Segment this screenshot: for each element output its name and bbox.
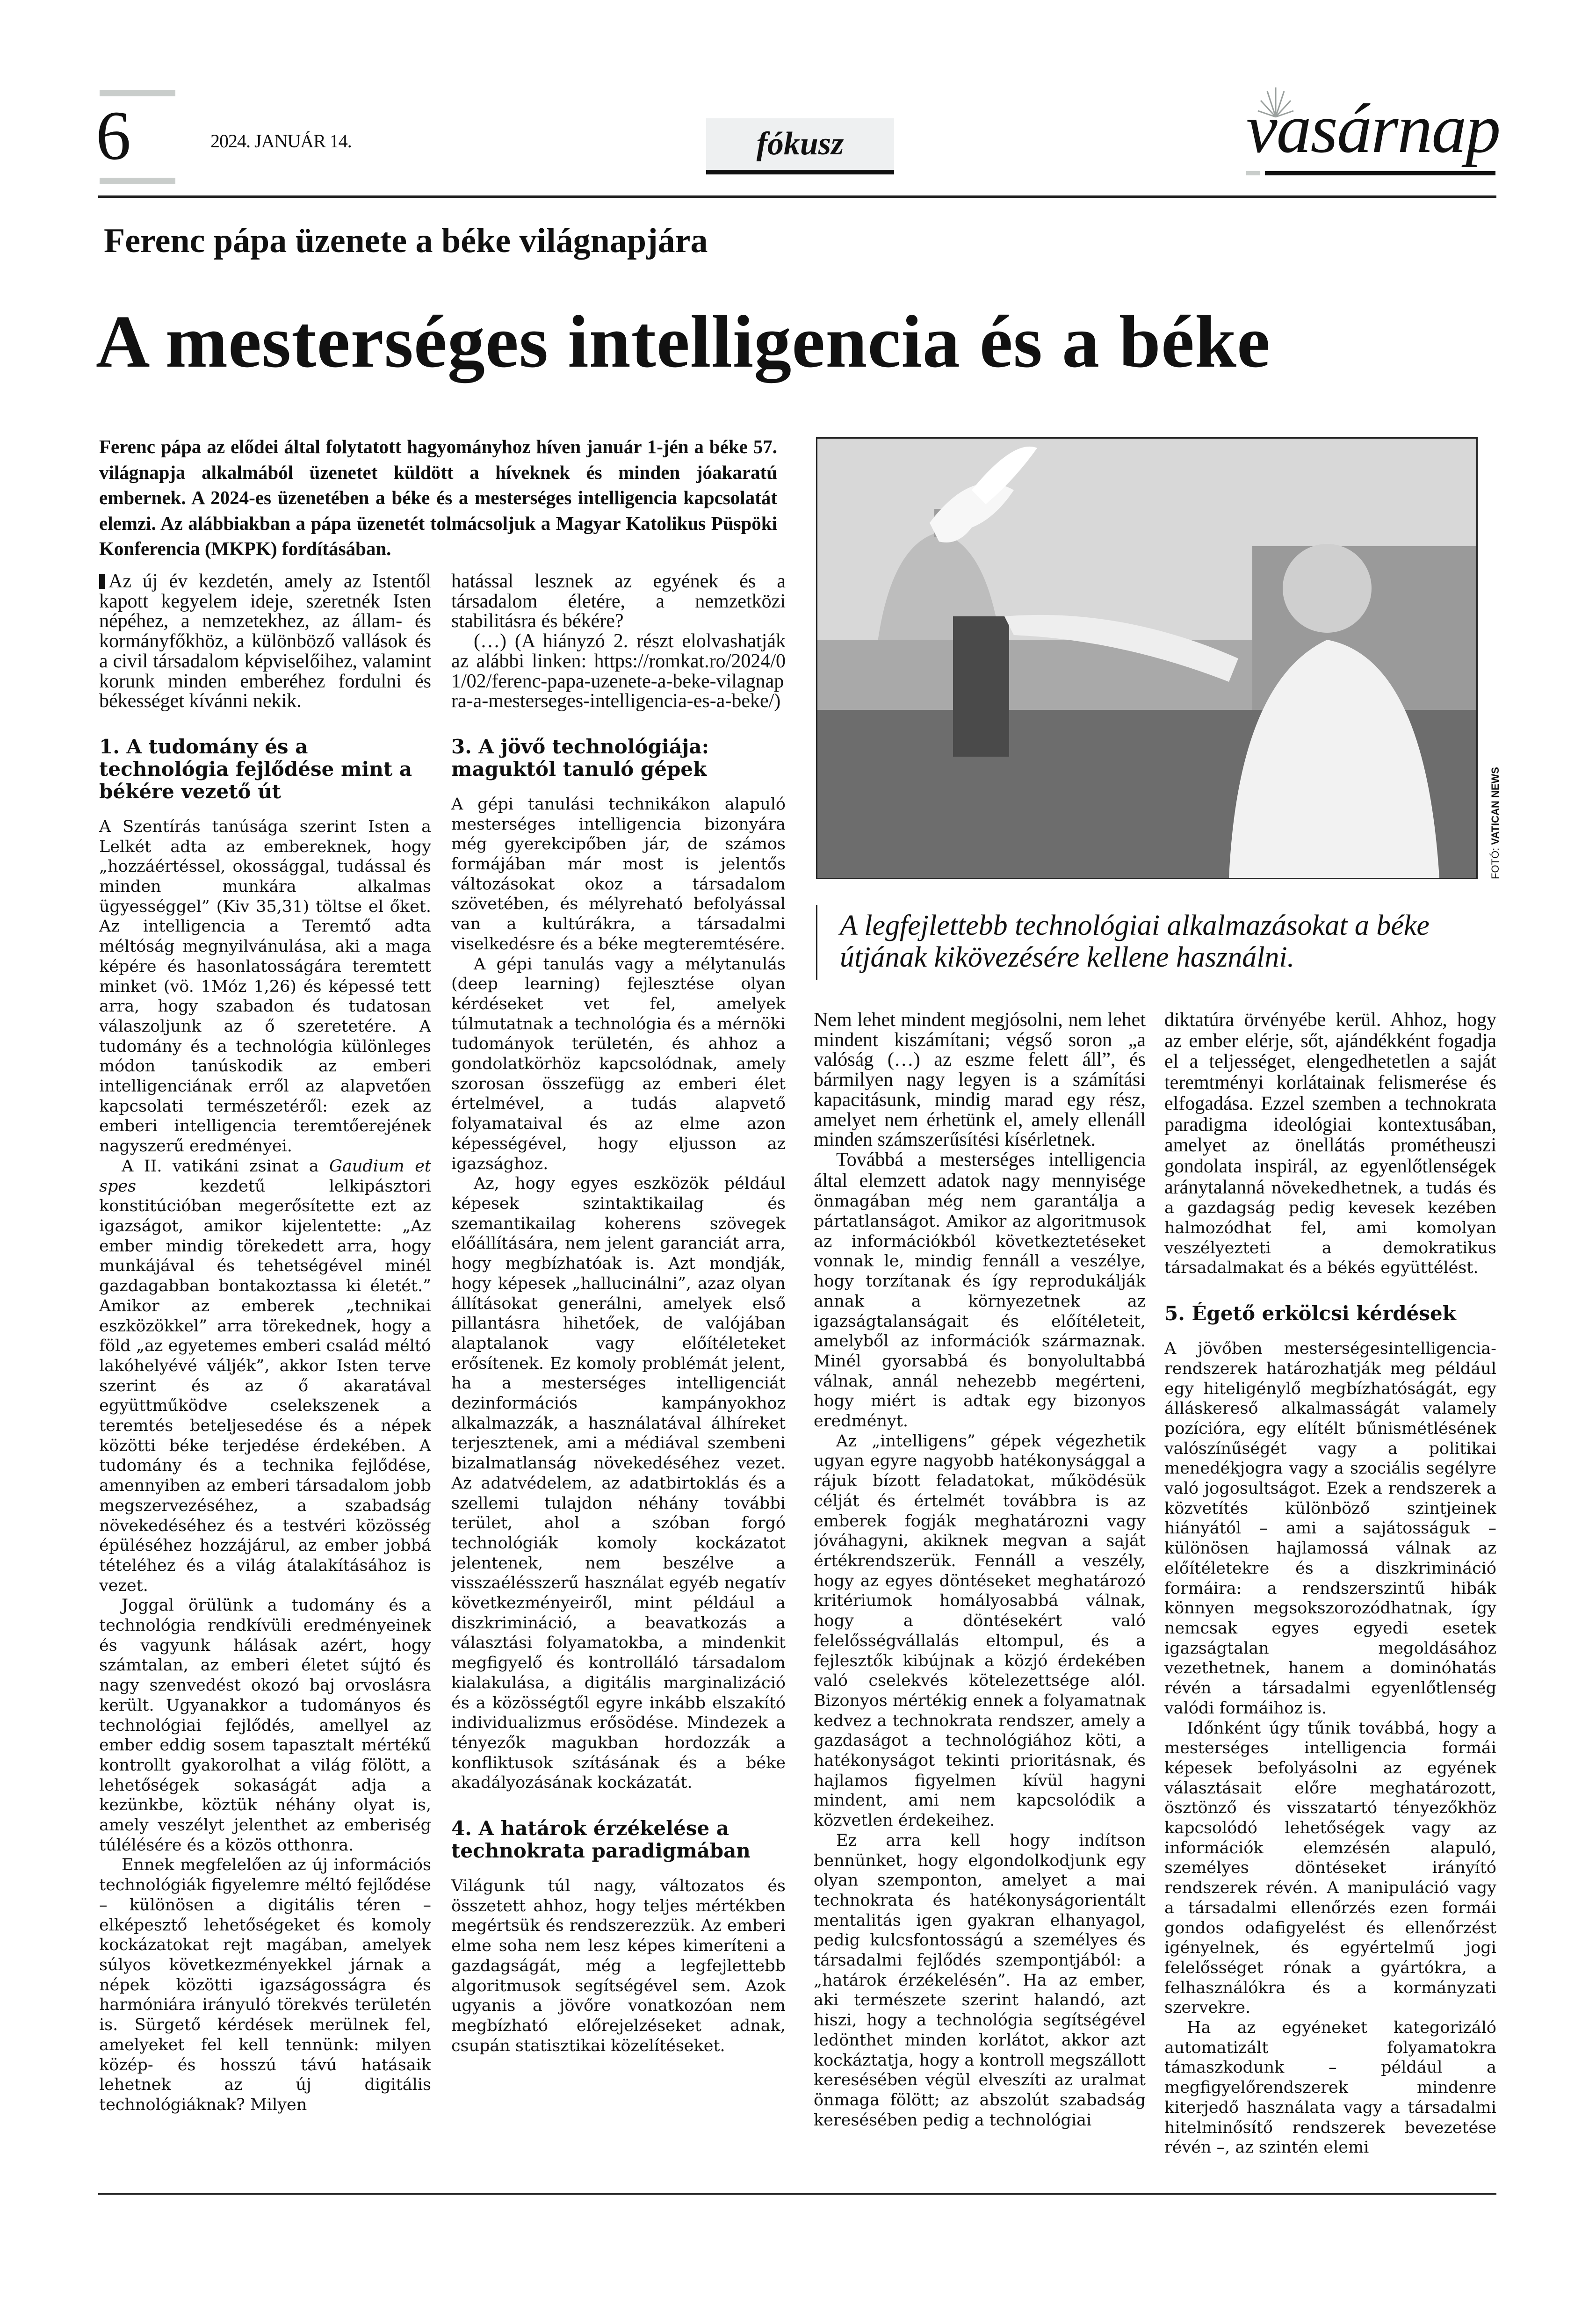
body-paragraph: Világunk túl nagy, változatos és összetett ahhoz, hogy teljes mértékben megértsük és rendszerezzük. Az emberi elme soha nem lesz képes kimeríteni a gazdagságát, még a legfejlettebb algoritmusok segítségével sem. Azok ugyanis a jövőre vonatkozóan nem megbízható előrejelzéseket adnak, csupán statisztikai közelítéseket. <box>451 1877 786 2055</box>
article-column-3 <box>814 1010 1146 2182</box>
section-heading-1: 1. A tudomány és a technológia fejlődése mint a békére vezető út <box>99 735 412 803</box>
body-paragraph <box>451 631 786 711</box>
section-underline <box>706 170 894 174</box>
body-text: (…) (A hiányzó 2. részt elolvashatják az alábbi linken: <box>451 630 786 672</box>
body-paragraph: A gépi tanulási technikákon alapuló mesterséges intelligencia bizonyára még gyerekcipőben jár, de számos formájában már most is jelentős változásokat okoz a társadalom szövetében, és mélyreható befolyással van a kultúrákra, a társadalmi viselkedésre és a béke megteremtésére. <box>451 795 786 954</box>
newspaper-logo: vasárnap <box>1246 90 1500 167</box>
body-paragraph: Ennek megfelelően az új információs technológiák figyelemre méltó fejlődése – különösen a digitális téren – elképesztő lehetőségeket és komoly kockázatokat rejt magában, amelyek súlyos következményekkel járnak a népek közötti igazságosságra és harmóniára irányuló törekvés területén is. Sürgető kérdések merülnek fel, amelyeket fel kell tennünk: milyen közép- és hosszú távú hatásaik lehetnek az új digitális technológiáknak? Milyen <box>99 1856 431 2114</box>
body-paragraph: Az „intelligens” gépek végezhetik ugyan egyre nagyobb hatékonysággal a rájuk bízott feladatokat, működésük célját és értelmét továbbra is az emberek fogják meghatározni vagy jóváhagyni, akiknek megvan a saját értékrendszerük. Fennáll a veszély, hogy az egyes döntéseket meghatározó kritériumok homályosabbá válnak, hogy a döntésekért való felelősségvállalás eltompul, és a fejlesztők kibújnak a közjó érdekében való cselekvés kötelezettsége alól. Bizonyos mértékig ennek a folyamatnak kedvez a technokrata rendszer, amely a gazdaságot a technológiához köti, a hatékonyságot tekinti prioritásnak, és hajlamos figyelmen kívül hagyni mindent, ami nem kapcsolódik a közvetlen érdekeihez. <box>814 1431 1146 1830</box>
page-number: 6 <box>96 97 131 174</box>
body-paragraph: A Szentírás tanúsága szerint Isten a Lelkét adta az embereknek, hogy „hozzáértéssel, okossággal, tudással és minden munkára alkalmas ügyességgel” (Kiv 35,31) töltse el őket. Az intelligencia a Teremtő adta méltóság megnyilvánulása, aki a maga képére és hasonlatosságára teremtett minket (vö. 1Móz 1,26) és képessé tett arra, hogy szabadon és tudatosan válaszoljunk az ő szeretetére. A tudomány és a technológia különleges módon tanúskodik az emberi intelligenciának erről az alapvetően kapcsolati természetéről: ezek az emberi intelligencia teremtőerejének nagyszerű eredményei. <box>99 817 431 1156</box>
header-rule <box>98 195 1496 198</box>
paragraph-marker-icon <box>99 574 105 589</box>
photo-credit-source: VATICAN NEWS <box>1489 767 1501 845</box>
page-number-bar-top <box>100 90 175 96</box>
body-paragraph: Ez arra kell hogy indítson bennünket, hogy elgondolkodjunk egy olyan szemponton, amelyet a mai technokrata és hatékonyságorientált mentalitás igen gyakran elhanyagol, pedig kulcsfontosságú a személyes és társadalmi fejlődés szempontjából: a „határok érzékelésén”. Ha az ember, aki természete szerint halandó, azt hiszi, hogy a technológia segítségével ledönthet minden korlátot, akkor azt kockáztatja, hogy a kontroll megszállott keresésében végül elveszíti az uralmat önmaga fölött; az abszolút szabadság keresésében pedig a technológiai <box>814 1831 1146 2130</box>
photo-credit-label: FOTÓ: <box>1489 847 1501 879</box>
pope-with-dove-photo <box>817 439 1476 878</box>
body-text: diktatúra örvényébe kerül. Ahhoz, hogy az ember elérje, sőt, ajándékként fogadja el a teljességet, elengedhetetlen a saját teremtményi korlátainak felismerése és elfogadása. Ezzel szemben a technokrata paradigma ideológiai kontextusában, amelyet az önellátás prométheuszi gondolata inspirál, az egyenlőtlenségek aránytalanná <box>1164 1010 1496 1198</box>
article-photo <box>816 437 1478 879</box>
page-number-bar-bottom <box>100 178 175 184</box>
article-column-1 <box>99 571 431 2180</box>
body-paragraph <box>99 1156 431 1596</box>
photo-credit <box>1489 767 1502 879</box>
intro-paragraph <box>99 571 431 711</box>
logo-underline <box>1265 171 1495 175</box>
article-column-4 <box>1164 1010 1496 2182</box>
article-column-2 <box>451 571 786 2180</box>
body-text: növekedhetnek, a tudás és a gazdagság pedig kevesek kezében halmozódhat fel, ami komolyan veszélyezteti a demokratikus társadalmakat és a békés együttélést. <box>1164 1178 1496 1278</box>
body-paragraph <box>1164 1010 1496 1278</box>
body-paragraph: A jövőben mesterségesintelligencia-rendszerek határozhatják meg például egy hiteligénylő megbízhatóságát, egy álláskereső alkalmasságát valamely pozícióra, egy elítélt bűnismétlésének valószínűségét vagy a politikai menedékjogra vagy a szociális segélyre való jogosultságot. Ezek a rendszerek a közvetítés különböző szintjeinek hiányától – ami a sajátosságuk – különösen hajlamossá válnak az előítéletekre és a diszkrimináció formáira: a rendszerszintű hibák könnyen megsokszorozódhatnak, így nemcsak egyes egyedi esetek igazságtalan megoldásához vezethetnek, hanem a dominóhatás révén a társadalmi egyenlőtlenség valódi formáihoz is. <box>1164 1339 1496 1718</box>
article-kicker: Ferenc pápa üzenete a béke világnapjára <box>104 222 708 260</box>
body-paragraph: Ha az egyéneket kategorizáló automatizált folyamatokra támaszkodunk – például a megfigyelőrendszerek mindenre kiterjedő használata vagy a társadalmi hitelminősítő rendszerek bevezetése révén –, az szintén elemi <box>1164 2018 1496 2157</box>
body-paragraph <box>814 1150 1146 1431</box>
body-paragraph: Joggal örülünk a tudomány és a technológia rendkívüli eredményeinek és vagyunk hálásak azért, hogy számtalan, az emberi életet sújtó és nagy szenvedést okozó baj orvoslásra került. Ugyanakkor a tudományos és technológiai fejlődés, amellyel az ember eddig sosem tapasztalt mértékű kontrollt gyakorolhat a világ fölött, a lehetőségek sokaságát adja a kezünkbe, köztük néhány olyat is, amely veszélyt jelenthet az emberiség túlélésére és a közös otthonra. <box>99 1596 431 1855</box>
body-text: A II. vatikáni zsinat a <box>122 1156 330 1176</box>
body-paragraph: Nem lehet mindent megjósolni, nem lehet mindent kiszámítani; végső soron „a valóság (…) az eszme felett áll”, és bármilyen nagy legyen is a számítási kapacitásunk, mindig marad egy rész, amelyet nem érhetünk el, amely ellenáll minden számszerűsítési kísérletnek. <box>814 1010 1146 1151</box>
intro-text: Az új év kezdetén, amely az Istentől kapott kegyelem ideje, szeretnék Isten népéhez, a nemzetekhez, az állam- és kormányfőkhöz, a különböző vallások és a civil társadalom képviselőihez, valamint korunk minden emberéhez fordulni és békességet kívánni nekik. <box>99 571 431 712</box>
body-text: önmagában még nem garantálja a pártatlanságot. Amikor az algoritmusok az információkból következtetéseket vonnak le, mindig fennáll a veszélye, hogy torzítanak és így reprodukálják annak a környezetnek az igazságtalanságait és előítéleteit, amelyből az információk származnak. Minél gyorsabbá és bonyolultabbá válnak, annál nehezebb megérteni, hogy miért is adtak egy bizonyos eredményt. <box>814 1192 1146 1431</box>
body-text: ) <box>774 690 781 712</box>
section-heading-5: 5. Égető erkölcsi kérdések <box>1164 1302 1456 1325</box>
article-lead: Ferenc pápa az elődei által folytatott hagyományhoz híven január 1-jén a béke 57. világnapja alkalmából üzenetet küldött a híveknek és minden jóakaratú embernek. A 2024-es üzenetében a béke és a mesterséges intelligencia kapcsolatát elemzi. Az alábbiakban a pápa üzenetét tolmácsoljuk a Magyar Katolikus Püspöki Konferencia (MKPK) fordításában. <box>99 436 777 559</box>
body-text: kezdetű lelkipásztori konstitúcióban megerősítette ezt az igazságot, amikor kijelentette: „Az ember mindig törekedett arra, hogy munkájával és tehetségével minél gazdagabban bontakoztassa ki életét.” Amikor az emberek „technikai eszközökkel” arra törekednek, hogy a föld „az egyetemes emberi család méltó lakóhelyévé váljék”, akkor Isten terve szerint és az ő akaratával együttműködve cselekszenek a teremtés beteljesedése és a népek közötti béke terjedése érdekében. A tudomány és a technika fejlődése, amennyiben az emberi társadalom jobb megszervezéséhez, a szabadság növekedéséhez és a testvéri közösség épüléséhez hozzájárul, az ember jobbá tételéhez és a világ átalakításához is vezet. <box>99 1177 431 1595</box>
body-text: Továbbá a mesterséges intelligencia által elemzett adatok nagy mennyisége <box>814 1149 1146 1192</box>
section-label: fókusz <box>706 118 894 170</box>
article-title: A mesterséges intelligencia és a béke <box>96 300 1271 383</box>
body-paragraph: Időnként úgy tűnik továbbá, hogy a mesterséges intelligencia formái képesek befolyásolni az egyének választásait előre meghatározott, ösztönző és visszatartó tényezőkhöz kapcsolódó lehetőségek vagy az információk elemzésén alapuló, személyes döntéseket irányító rendszerek révén. A manipuláció vagy a társadalmi ellenőrzés ezen formái gondos odafigyelést és ellenőrzést igényelnek, és egyértelmű jogi felelősséget rónak a gyártókra, a felhasználókra és a kormányzati szervekre. <box>1164 1719 1496 2017</box>
pull-quote: A legfejlettebb technológiai alkalmazásokat a béke útjának kikövezésére kellene használni. <box>816 905 1495 980</box>
body-paragraph: Az, hogy egyes eszközök például képesek szintaktikailag és szemantikailag koherens szövegek előállítására, nem jelent garanciát arra, hogy megbízhatóak is. Azt mondják, hogy képesek „hallucinálni”, azaz olyan állításokat generálni, amelyek első pillantásra hihetőek, de valójában alaptalanok vagy előítéleteket erősítenek. Ez komoly problémát jelent, ha a mesterséges intelligenciát dezinformációs kampányokhoz alkalmazzák, a használatával álhíreket terjesztenek, ami a médiával szembeni bizalmatlanság növekedéséhez vezet. Az adatvédelem, az adatbirtoklás és a szellemi tulajdon néhány további terület, ahol a szóban forgó technológiák komoly kockázatot jelentenek, nem beszélve a visszaélésszerű használat egyéb negatív következményeiről, mint például a diszkrimináció, a beavatkozás a választási folyamatokba, a mindenkit megfigyelő és kontrolláló társadalom kialakulása, a digitális marginalizáció és a közösségtől egyre inkább elszakító individualizmus erősödése. Mindezek a tényezők magukban hordozzák a konfliktusok szításának és a béke akadályozásának kockázatát. <box>451 1174 786 1792</box>
logo-accent <box>1246 171 1260 175</box>
article-link[interactable]: https://romkat.ro/2024/01/02/ferenc-papa-uzenete-a-beke-vilagnapra-a-mesterseges-intelligencia-es-a-beke/ <box>451 650 786 712</box>
footer-rule <box>98 2193 1496 2195</box>
body-paragraph: A gépi tanulás vagy a mélytanulás (deep learning) fejlesztése olyan kérdéseket vet fel, amelyek túlmutatnak a technológia és a mérnöki tudományok területén, és ahhoz a gondolatkörhöz kapcsolódnak, amely szorosan összefügg az emberi élet értelmével, a tudás alapvető folyamataival és az elme azon képességével, hogy eljusson az igazsághoz. <box>451 954 786 1173</box>
document-title-italic: Gaudium et spes <box>99 1156 431 1196</box>
section-heading-3: 3. A jövő technológiája: maguktól tanuló gépek <box>451 735 709 781</box>
body-paragraph: hatással lesznek az egyének és a társadalom életére, a nemzetközi stabilitásra és békére? <box>451 571 786 632</box>
issue-date: 2024. JANUÁR 14. <box>210 130 352 152</box>
section-heading-4: 4. A határok érzékelése a technokrata paradigmában <box>451 1817 751 1863</box>
